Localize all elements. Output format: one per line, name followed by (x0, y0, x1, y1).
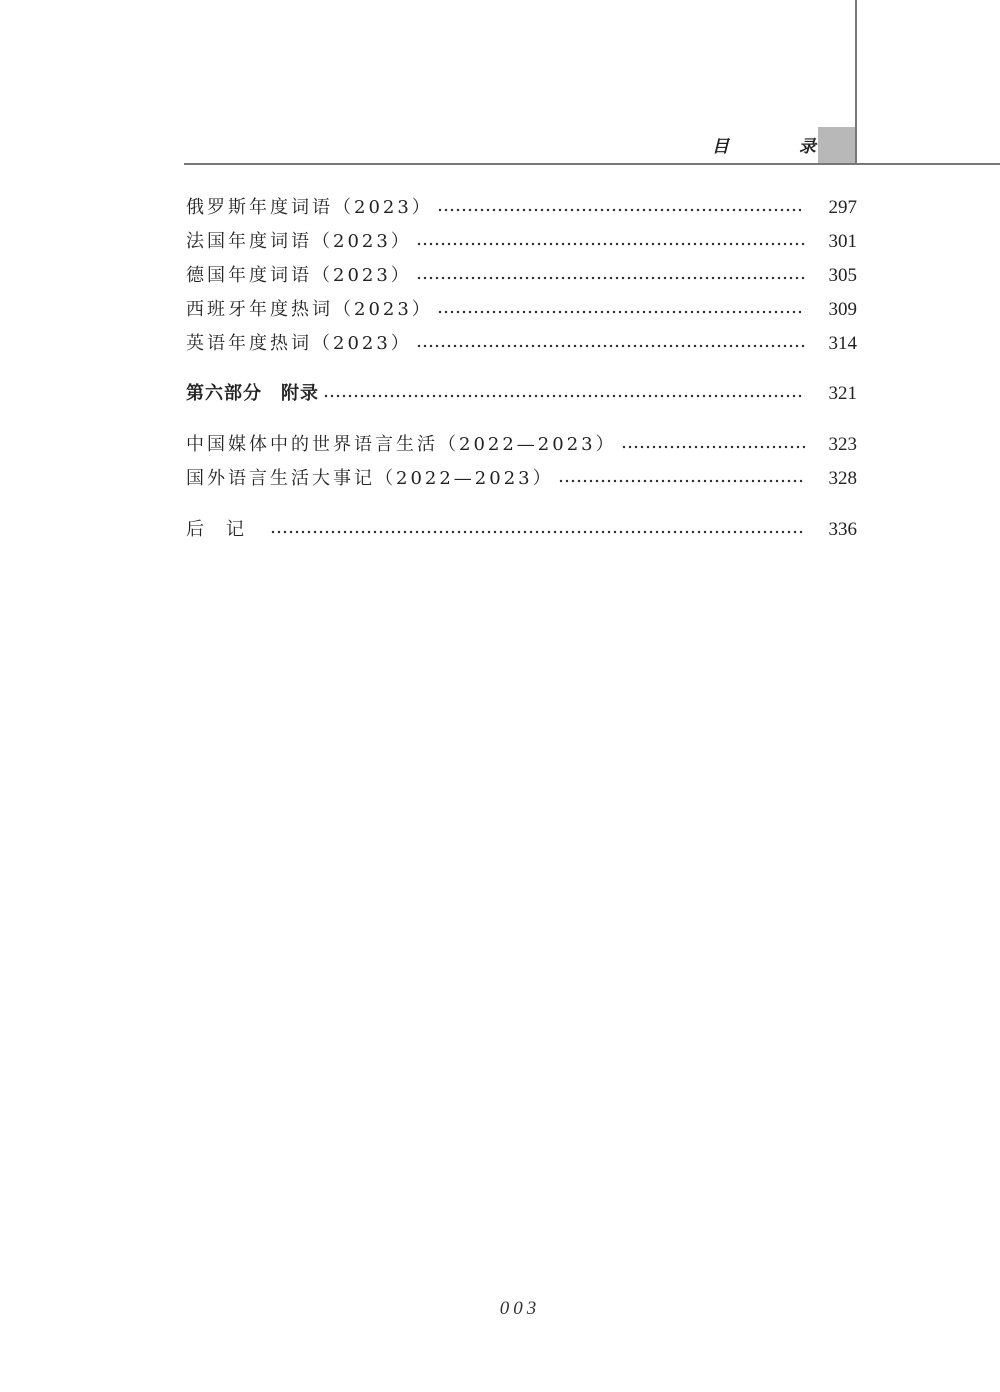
toc-leader-dots (621, 445, 805, 449)
toc-entry[interactable] (186, 295, 857, 325)
toc-entry-page: 336 (828, 519, 857, 540)
toc-entry-label: 后记 (186, 519, 266, 540)
toc-leader-dots (437, 310, 805, 314)
page-number: 003 (499, 1298, 541, 1319)
toc-leader-dots (270, 530, 805, 534)
header-horizontal-rule (184, 163, 1000, 165)
toc-entry[interactable] (186, 515, 857, 545)
toc-leader-dots (323, 394, 805, 398)
toc-entry-page: 305 (828, 265, 857, 286)
toc-entry[interactable] (186, 227, 857, 257)
toc-leader-dots (437, 208, 805, 212)
toc-entry-label: 德国年度词语（2023） (186, 265, 412, 286)
toc-entry-label: 中国媒体中的世界语言生活（2022—2023） (186, 434, 617, 455)
toc-entry-label: 俄罗斯年度词语（2023） (186, 197, 433, 218)
toc-entry[interactable] (186, 464, 857, 494)
toc-leader-dots (416, 344, 805, 348)
toc-entry-page: 314 (828, 333, 857, 354)
toc-entry[interactable] (186, 193, 857, 223)
toc-entry-page: 297 (828, 197, 857, 218)
toc-leader-dots (558, 479, 805, 483)
toc-entry-label: 西班牙年度热词（2023） (186, 299, 433, 320)
toc-leader-dots (416, 242, 805, 246)
toc-part-heading[interactable] (186, 379, 857, 409)
toc-entry-page: 323 (828, 434, 857, 455)
toc-entry-page: 321 (828, 383, 857, 404)
toc-leader-dots (416, 276, 805, 280)
toc-entry[interactable] (186, 261, 857, 291)
toc-entry-page: 328 (828, 468, 857, 489)
toc-entry-label: 第六部分 附录 (186, 383, 319, 404)
toc-entry-label: 国外语言生活大事记（2022—2023） (186, 468, 554, 489)
header-vertical-rule (855, 0, 857, 165)
toc-entry-label: 英语年度热词（2023） (186, 333, 412, 354)
toc-entry-label: 法国年度词语（2023） (186, 231, 412, 252)
toc-entry-page: 309 (828, 299, 857, 320)
toc-entry[interactable] (186, 329, 857, 359)
toc-entry-page: 301 (828, 231, 857, 252)
running-head: 目 录 (712, 137, 848, 157)
toc-entry[interactable] (186, 430, 857, 460)
